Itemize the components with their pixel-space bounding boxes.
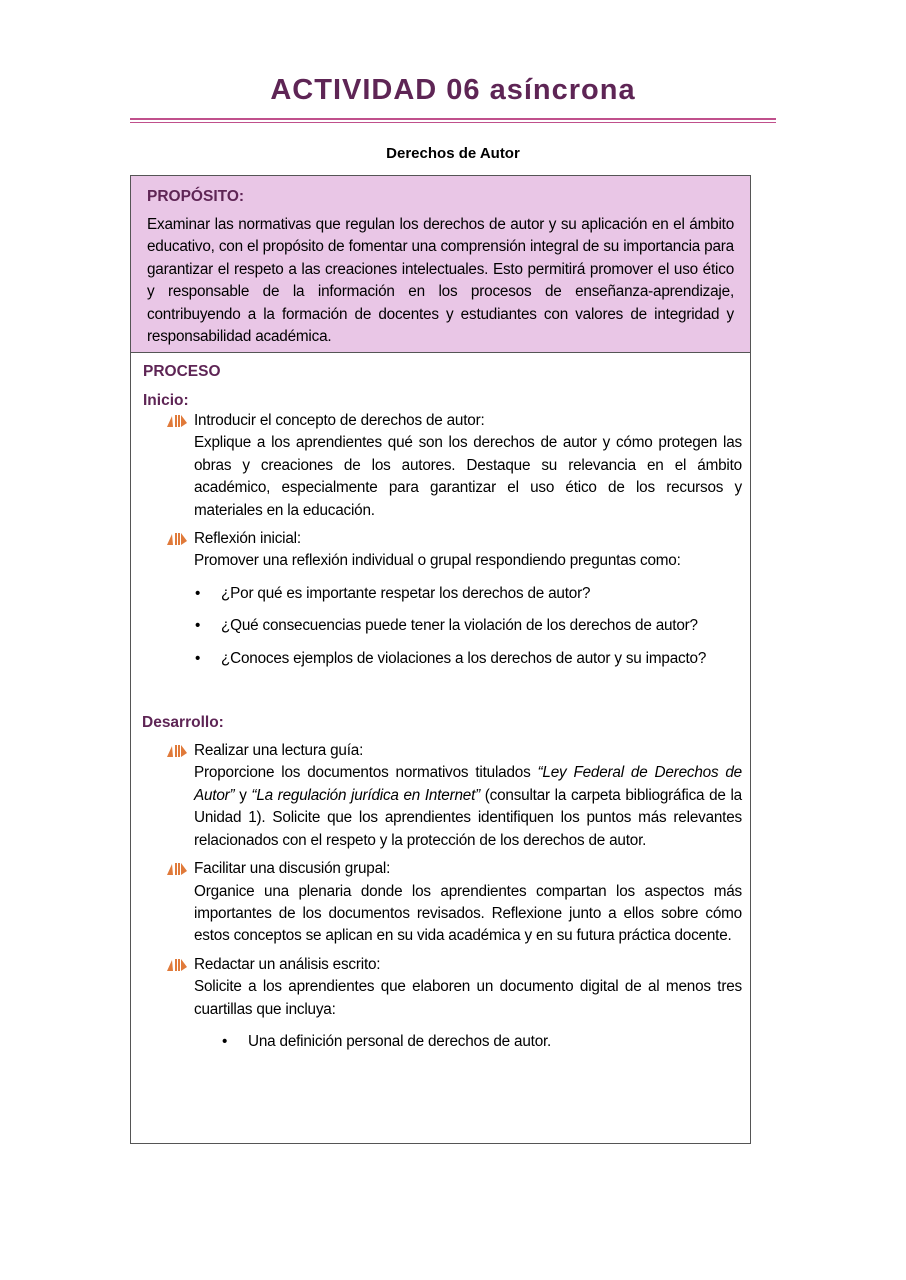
activity-table	[130, 175, 751, 1144]
page-title: ACTIVIDAD 06 asíncrona	[270, 74, 636, 106]
item-text	[194, 762, 742, 852]
list-item	[143, 410, 742, 522]
list-item	[143, 740, 742, 852]
question-list	[194, 583, 742, 670]
requirement: • Una definición personal de derechos de autor.	[248, 1031, 742, 1053]
item-title: Introducir el concepto de derechos de autor:	[194, 412, 485, 429]
text-part: Proporcione los documentos normativos titulados	[194, 764, 538, 782]
item-text: Organice una plenaria donde los aprendientes compartan los aspectos más importantes de los documentos revisados. Reflexione junto a ellos sobre cómo estos conceptos se aplican en su vida académica y en su futura práctica docente.	[194, 882, 742, 945]
purpose-heading: PROPÓSITO:	[147, 188, 245, 205]
book-bullet-icon	[167, 958, 187, 971]
process-section	[131, 353, 750, 1143]
document-title: “Ley Federal de Derechos de Autor”	[194, 764, 742, 804]
document-title: “La regulación jurídica en Internet”	[251, 786, 481, 804]
item-title: Redactar un análisis escrito:	[194, 955, 381, 973]
inicio-heading: Inicio:	[143, 392, 189, 409]
text-part: y	[234, 786, 252, 804]
list-item	[143, 528, 742, 670]
item-title: Facilitar una discusión grupal:	[194, 860, 391, 878]
question: • ¿Qué consecuencias puede tener la violación de los derechos de autor?	[221, 615, 742, 637]
book-bullet-icon	[167, 862, 187, 875]
process-heading: PROCESO	[143, 363, 221, 380]
list-item	[143, 858, 742, 948]
purpose-section	[131, 176, 750, 353]
item-text: Solicite a los aprendientes que elaboren un documento digital de al menos tres cuartillas que incluya:	[194, 978, 742, 1018]
question: • ¿Por qué es importante respetar los derechos de autor?	[221, 583, 742, 605]
text-part: (consultar la carpeta bibliográfica de la Unidad 1). Solicite que los aprendientes identifiquen los puntos más relevantes relacionados con el respeto y la protección de los derechos de autor.	[194, 786, 742, 849]
title-rule	[130, 118, 776, 120]
title-rule-thin	[130, 122, 776, 123]
list-item	[143, 954, 742, 1054]
item-text: Explique a los aprendientes qué son los derechos de autor y cómo protegen las obras y creaciones de los autores. Destaque su relevancia en el ámbito académico, especialmente para garantizar el uso ético de los recursos y materiales en la educación.	[194, 434, 742, 519]
desarrollo-heading: Desarrollo:	[142, 714, 224, 732]
book-bullet-icon	[167, 414, 187, 427]
book-bullet-icon	[167, 532, 187, 545]
item-title: Reflexión inicial:	[194, 530, 301, 548]
book-bullet-icon	[167, 744, 187, 757]
requirement-list	[194, 1031, 742, 1053]
item-text: Promover una reflexión individual o grupal respondiendo preguntas como:	[194, 552, 681, 570]
item-title: Realizar una lectura guía:	[194, 742, 364, 760]
subtitle: Derechos de Autor	[386, 145, 520, 162]
purpose-text: Examinar las normativas que regulan los derechos de autor y su aplicación en el ámbito educativo, con el propósito de fomentar una comprensión integral de su importancia para garantizar el respeto a las creaciones intelectuales. Esto permitirá promover el uso ético y responsable de la información en los procesos de enseñanza-aprendizaje, contribuyendo a la formación de docentes y estudiantes con valores de integridad y responsabilidad académica.	[147, 216, 734, 346]
question: • ¿Conoces ejemplos de violaciones a los derechos de autor y su impacto?	[221, 648, 742, 670]
